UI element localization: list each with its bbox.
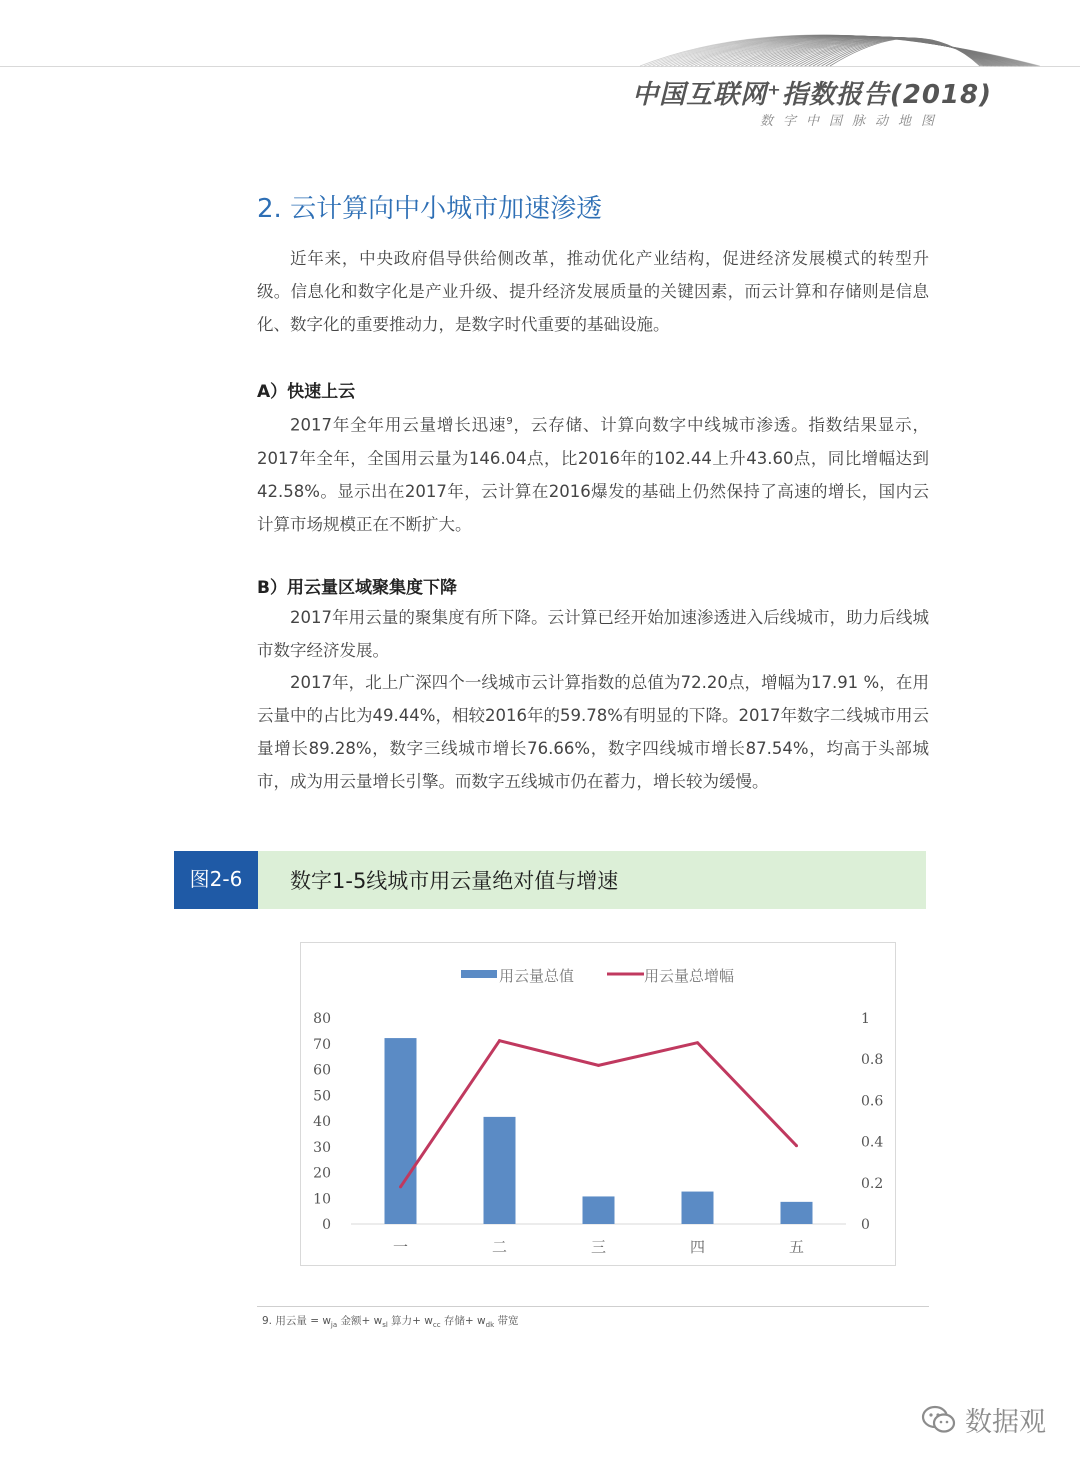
left-axis-tick: 30 xyxy=(313,1139,331,1156)
part-a-text-cont: ，云存储、计算向数字中线城市渗透。指数结果显示，2017年全年，全国用云量为146.04点，比2016年的102.44上升43.60点，同比增幅达到42.58%。显示出在2017年，云计算在2016爆发的基础上仍然保持了高速的增长，国内云计算市场规模正在不断扩大。 xyxy=(257,415,930,534)
bar xyxy=(484,1117,516,1224)
right-axis-tick: 0.6 xyxy=(861,1093,884,1110)
header-decoration xyxy=(600,0,1080,80)
right-axis-tick: 0 xyxy=(861,1217,870,1233)
bar xyxy=(682,1192,714,1224)
left-axis-tick: 20 xyxy=(313,1165,331,1182)
left-axis-tick: 0 xyxy=(322,1217,331,1233)
watermark xyxy=(921,1400,1046,1439)
category-label: 三 xyxy=(590,1238,607,1256)
part-b-paragraph-2: 2017年，北上广深四个一线城市云计算指数的总值为72.20点，增幅为17.91 %，在用云量中的占比为49.44%，相较2016年的59.78%有明显的下降。2017年数字二线城市用云量增长89.28%，数字三线城市增长76.66%，数字四线城市增长87.54%，均高于头部城市，成为用云量增长引擎。而数字五线城市仍在蓄力，增长较为缓慢。 xyxy=(257,673,929,791)
right-axis-tick: 0.2 xyxy=(861,1175,884,1192)
figure-tag: 图2-6 xyxy=(174,851,258,909)
growth-line xyxy=(401,1041,797,1187)
wechat-icon xyxy=(921,1404,957,1436)
growth-point xyxy=(696,1041,699,1044)
left-axis-tick: 10 xyxy=(313,1191,331,1208)
report-title: 中国互联网⁺指数报告(2018) xyxy=(632,80,992,110)
left-axis-tick: 80 xyxy=(313,1011,331,1027)
right-axis-tick: 0.8 xyxy=(861,1052,884,1069)
category-label: 一 xyxy=(392,1238,409,1256)
chart xyxy=(300,942,896,1266)
left-axis-tick: 50 xyxy=(313,1088,331,1105)
category-label: 二 xyxy=(491,1238,508,1256)
report-subtitle: 数字中国脉动地图 xyxy=(759,114,944,129)
left-axis-tick: 40 xyxy=(313,1114,331,1130)
growth-point xyxy=(795,1144,798,1147)
figure-banner xyxy=(174,851,926,909)
left-axis-tick: 70 xyxy=(313,1036,331,1053)
bar xyxy=(385,1038,417,1224)
chart-svg xyxy=(301,943,897,1267)
figure-title: 数字1-5线城市用云量绝对值与增速 xyxy=(290,869,619,893)
right-axis-tick: 1 xyxy=(861,1011,870,1027)
category-label: 五 xyxy=(788,1238,805,1256)
growth-point xyxy=(597,1064,600,1067)
part-a-heading: A）快速上云 xyxy=(257,382,356,402)
section-title: 2. 云计算向中小城市加速渗透 xyxy=(257,194,603,224)
part-a-paragraph xyxy=(257,405,929,541)
chart-legend xyxy=(461,967,734,985)
bar xyxy=(583,1196,615,1224)
legend-bar-swatch xyxy=(461,970,497,978)
intro-paragraph: 近年来，中央政府倡导供给侧改革，推动优化产业结构，促进经济发展模式的转型升级。信息化和数字化是产业升级、提升经济发展质量的关键因素，而云计算和存储则是信息化、数字化的重要推动力，是数字时代重要的基础设施。 xyxy=(257,249,929,334)
footnote-rule xyxy=(257,1306,929,1307)
left-axis-tick: 60 xyxy=(313,1062,331,1079)
legend-line-label: 用云量总增幅 xyxy=(644,967,735,985)
watermark-text: 数据观 xyxy=(965,1407,1046,1438)
category-label: 四 xyxy=(689,1238,706,1256)
right-axis-tick: 0.4 xyxy=(861,1134,884,1151)
part-b-paragraph-1: 2017年用云量的聚集度有所下降。云计算已经开始加速渗透进入后线城市，助力后线城市数字经济发展。 xyxy=(257,608,929,660)
growth-point xyxy=(498,1039,501,1042)
footnote: 9. 用云量 = $w_{ja}$ 金额+ $w_{sl}$ 算力+ $w_{cc}$ 存储+ $w_{dk}$ 带宽 xyxy=(262,1315,519,1330)
legend-bar-label: 用云量总值 xyxy=(499,967,575,985)
growth-point xyxy=(399,1185,402,1188)
bar xyxy=(781,1202,813,1224)
part-a-text: 2017年全年用云量增长迅速 xyxy=(290,415,507,435)
footnote-ref[interactable]: 9 xyxy=(506,416,513,427)
part-b-heading: B）用云量区域聚集度下降 xyxy=(257,578,457,598)
